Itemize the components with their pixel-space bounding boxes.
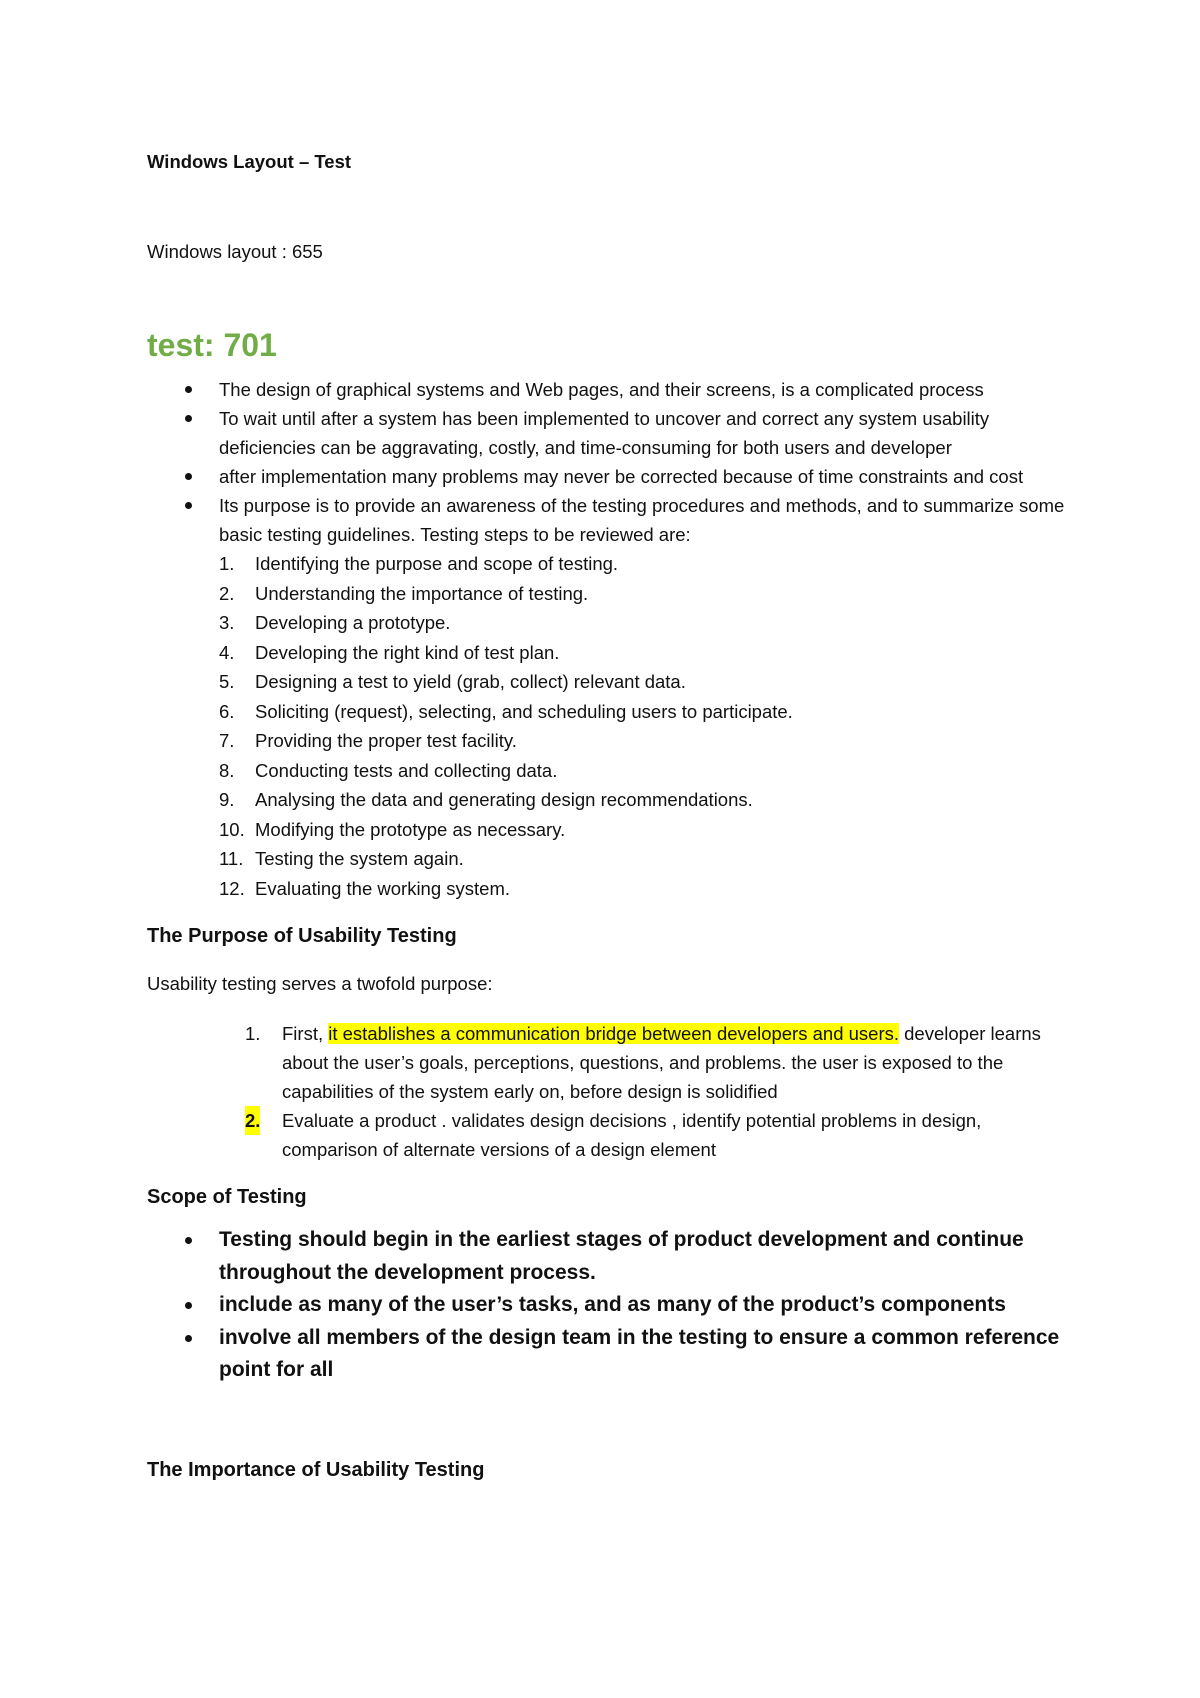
step-number: 9. bbox=[219, 789, 235, 810]
scope-heading: Scope of Testing bbox=[147, 1186, 307, 1208]
bullet-icon bbox=[185, 386, 192, 393]
step-number: 11. bbox=[219, 848, 244, 869]
step-text: Analysing the data and generating design recommendations. bbox=[255, 789, 753, 810]
step-number: 7. bbox=[219, 730, 235, 751]
step-text: Providing the proper test facility. bbox=[255, 730, 517, 751]
highlighted-text: it establishes a communication bridge between developers and users. bbox=[328, 1023, 899, 1044]
list-item bbox=[147, 815, 1077, 845]
purpose-prefix: First, bbox=[282, 1023, 329, 1044]
list-item bbox=[147, 491, 1077, 549]
list-item bbox=[147, 462, 1077, 491]
bullet-text: after implementation many problems may never be corrected because of time constraints and cost bbox=[219, 466, 1024, 487]
step-number: 3. bbox=[219, 612, 235, 633]
step-text: Identifying the purpose and scope of testing. bbox=[255, 553, 619, 574]
list-item bbox=[147, 874, 1077, 904]
step-text: Developing the right kind of test plan. bbox=[255, 641, 560, 663]
list-item bbox=[147, 697, 1077, 727]
list-item bbox=[147, 638, 1077, 668]
step-number: 6. bbox=[219, 700, 235, 722]
bullet-icon bbox=[185, 1237, 192, 1244]
bullet-icon bbox=[185, 473, 192, 480]
document-body bbox=[147, 150, 1077, 1485]
step-text: Modifying the prototype as necessary. bbox=[255, 818, 566, 840]
list-item bbox=[147, 549, 1077, 579]
list-item bbox=[147, 785, 1077, 815]
list-item bbox=[147, 667, 1077, 697]
importance-heading: The Importance of Usability Testing bbox=[147, 1458, 485, 1481]
purpose-suffix: developer learns about the user’s goals, perceptions, questions, and problems. the user is exposed to the capabilities of the system early on, before design is solidified bbox=[282, 1023, 1041, 1102]
bullet-icon bbox=[185, 1302, 192, 1309]
list-item bbox=[147, 726, 1077, 756]
bullet-icon bbox=[185, 502, 192, 509]
testing-steps-list bbox=[147, 549, 1077, 903]
step-text: Evaluating the working system. bbox=[255, 877, 511, 899]
list-item bbox=[147, 844, 1077, 874]
bullet-text: The design of graphical systems and Web pages, and their screens, is a complicated process bbox=[219, 379, 984, 400]
document-subtitle: Windows layout : 655 bbox=[147, 241, 323, 262]
step-text: Soliciting (request), selecting, and scheduling users to participate. bbox=[255, 700, 793, 722]
step-number: 1. bbox=[219, 553, 235, 574]
list-item bbox=[147, 1322, 1077, 1387]
scope-bullet-list bbox=[147, 1224, 1077, 1387]
step-number: 5. bbox=[219, 671, 235, 692]
purpose-list bbox=[147, 1019, 1077, 1164]
list-item bbox=[147, 1019, 1077, 1106]
step-text: Testing the system again. bbox=[255, 848, 464, 869]
section-heading: test: 701 bbox=[147, 327, 277, 363]
bullet-text: include as many of the user’s tasks, and as many of the product’s components bbox=[219, 1293, 1006, 1316]
list-item bbox=[147, 608, 1077, 638]
list-item bbox=[147, 404, 1077, 462]
list-item bbox=[147, 756, 1077, 786]
step-number: 2. bbox=[219, 582, 235, 604]
step-text: Conducting tests and collecting data. bbox=[255, 759, 558, 781]
step-text: Designing a test to yield (grab, collect) relevant data. bbox=[255, 671, 686, 692]
document-title: Windows Layout – Test bbox=[147, 151, 352, 172]
bullet-text: Testing should begin in the earliest stages of product development and continue throughout the development process. bbox=[219, 1228, 1024, 1284]
step-number: 12. bbox=[219, 877, 245, 899]
bullet-icon bbox=[185, 415, 192, 422]
list-item bbox=[147, 375, 1077, 404]
list-item bbox=[147, 1224, 1077, 1289]
purpose-heading: The Purpose of Usability Testing bbox=[147, 925, 457, 947]
bullet-text: To wait until after a system has been implemented to uncover and correct any system usability deficiencies can be aggravating, costly, and time-consuming for both users and developer bbox=[219, 408, 990, 458]
intro-bullet-list bbox=[147, 375, 1077, 549]
step-number: 4. bbox=[219, 641, 235, 663]
purpose-text: Evaluate a product . validates design decisions , identify potential problems in design, comparison of alternate versions of a design element bbox=[282, 1110, 982, 1160]
purpose-number-highlighted: 2. bbox=[245, 1106, 260, 1135]
list-item bbox=[147, 1289, 1077, 1322]
step-number: 10. bbox=[219, 818, 245, 840]
step-text: Understanding the importance of testing. bbox=[255, 582, 589, 604]
list-item bbox=[147, 1106, 1077, 1164]
step-number: 8. bbox=[219, 759, 235, 781]
step-text: Developing a prototype. bbox=[255, 612, 451, 633]
bullet-text: Its purpose is to provide an awareness of the testing procedures and methods, and to summarize some basic testing guidelines. Testing steps to be reviewed are: bbox=[219, 495, 1065, 545]
bullet-text: involve all members of the design team in the testing to ensure a common reference point for all bbox=[219, 1325, 1060, 1381]
purpose-intro: Usability testing serves a twofold purpose: bbox=[147, 973, 493, 994]
list-item bbox=[147, 579, 1077, 609]
purpose-number: 1. bbox=[245, 1023, 261, 1044]
bullet-icon bbox=[185, 1335, 192, 1342]
